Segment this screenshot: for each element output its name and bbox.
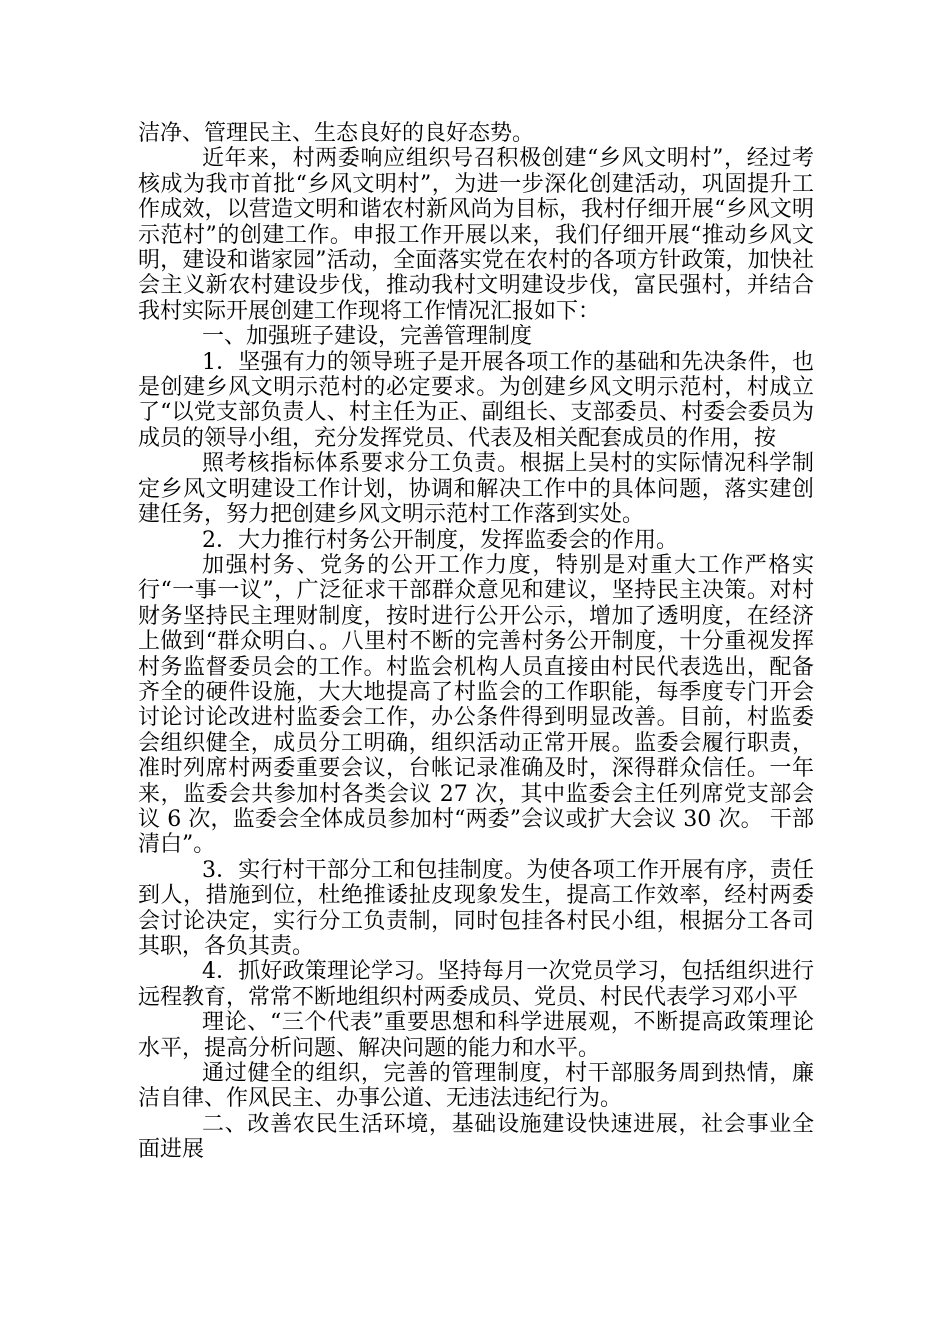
subsection-heading: 2．大力推行村务公开制度，发挥监委会的作用。 bbox=[202, 527, 678, 553]
section-heading: 一、加强班子建设，完善管理制度 bbox=[202, 324, 533, 350]
paragraph: 理论、“三个代表”重要思想和科学进展观，不断提高政策理论水平，提高分析问题、解决问题的能力和水平。 bbox=[138, 1010, 814, 1061]
paragraph: 照考核指标体系要求分工负责。根据上吴村的实际情况科学制定乡风文明建设工作计划，协调和解决工作中的具体问题，落实建创建任务，努力把创建乡风文明示范村工作落到实处。 bbox=[138, 451, 814, 528]
paragraph: 近年来，村两委响应组织号召积极创建“乡风文明村”，经过考核成为我市首批“乡风文明村”，为进一步深化创建活动，巩固提升工作成效，以营造文明和谐农村新风尚为目标，我村仔细开展“乡风文明示范村”的创建工作。申报工作开展以来，我们仔细开展“推动乡风文明，建设和谐家园”活动，全面落实党在农村的各项方针政策，加快社会主义新农村建设步伐，推动我村文明建设步伐，富民强村，并结合我村实际开展创建工作现将工作情况汇报如下： bbox=[138, 146, 814, 324]
paragraph: 4．抓好政策理论学习。坚持每月一次党员学习，包括组织进行远程教育，常常不断地组织村两委成员、党员、村民代表学习邓小平 bbox=[138, 959, 814, 1010]
document-body bbox=[138, 121, 814, 1163]
paragraph: 加强村务、党务的公开工作力度，特别是对重大工作严格实行“一事一议”，广泛征求干部群众意见和建议，坚持民主决策。对村财务坚持民主理财制度，按时进行公开公示，增加了透明度，在经济上做到“群众明白、。八里村不断的完善村务公开制度，十分重视发挥村务监督委员会的工作。村监会机构人员直接由村民代表选出，配备齐全的硬件设施，大大地提高了村监会的工作职能，每季度专门开会讨论讨论改进村监委会工作，办公条件得到明显改善。目前，村监委会组织健全，成员分工明确，组织活动正常开展。监委会履行职责，准时列席村两委重要会议，台帐记录准确及时，深得群众信任。一年来，监委会共参加村各类会议 27 次，其中监委会主任列席党支部会议 6 次，监委会全体成员参加村“两委”会议或扩大会议 30 次。 干部清白”。 bbox=[138, 552, 814, 858]
paragraph: 1．坚强有力的领导班子是开展各项工作的基础和先决条件，也是创建乡风文明示范村的必定要求。为创建乡风文明示范村，村成立了“以党支部负责人、村主任为正、副组长、支部委员、村委会委员为成员的领导小组，充分发挥党员、代表及相关配套成员的作用，按 bbox=[138, 349, 814, 451]
paragraph: 洁净、管理民主、生态良好的良好态势。 bbox=[138, 121, 535, 146]
paragraph: 通过健全的组织，完善的管理制度，村干部服务周到热情，廉洁自律、作风民主、办事公道、无违法违纪行为。 bbox=[138, 1061, 814, 1112]
paragraph: 3．实行村干部分工和包挂制度。为使各项工作开展有序，责任到人，措施到位，杜绝推诿扯皮现象发生，提高工作效率，经村两委会讨论决定，实行分工负责制，同时包挂各村民小组，根据分工各司其职，各负其责。 bbox=[138, 857, 814, 959]
section-heading: 二、改善农民生活环境，基础设施建设快速进展，社会事业全面进展 bbox=[138, 1111, 814, 1163]
